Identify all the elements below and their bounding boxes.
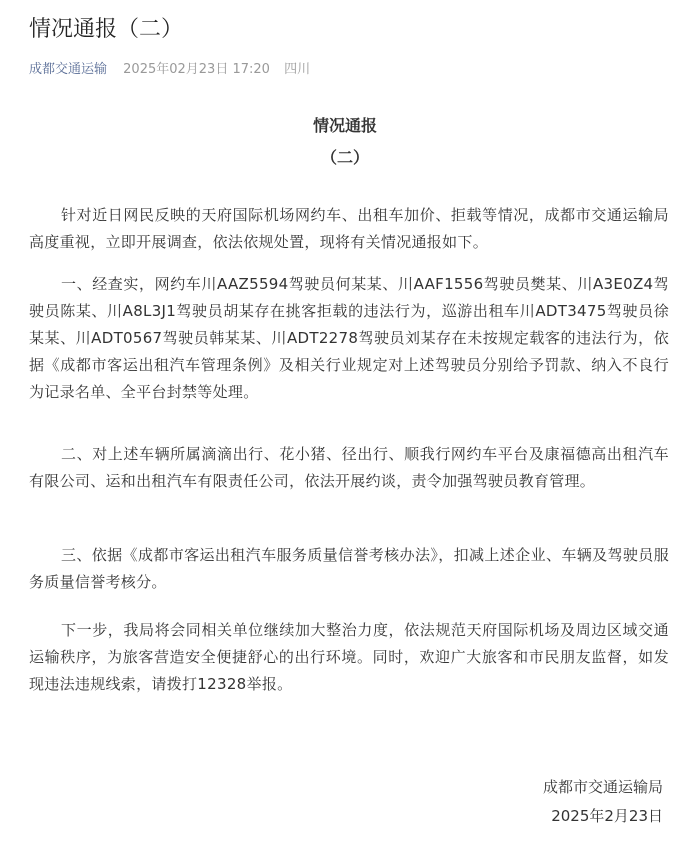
publish-location: 四川 (284, 62, 311, 77)
article-title: 情况通报（二） (29, 17, 184, 42)
signature-date: 2025年2月23日 (551, 807, 663, 825)
publish-datetime: 2025年02月23日 17:20 (123, 62, 270, 77)
paragraph-item-1: 一、经查实，网约车川AAZ5594驾驶员何某某、川AAF1556驾驶员樊某、川A3E0Z4驾驶员陈某、川A8L3J1驾驶员胡某存在挑客拒载的违法行为，巡游出租车川ADT3475驾驶员徐某某、川ADT0567驾驶员韩某某、川ADT2278驾驶员刘某存在未按规定载客的违法行为，依据《成都市客运出租汽车管理条例》及相关行业规定对上述驾驶员分别给予罚款、纳入不良行为记录名单、全平台封禁等处理。 (29, 275, 669, 401)
document-heading: 情况通报 (312, 116, 377, 135)
paragraph-next-steps: 下一步，我局将会同相关单位继续加大整治力度，依法规范天府国际机场及周边区域交通运输秩序，为旅客营造安全便捷舒心的出行环境。同时，欢迎广大旅客和市民朋友监督，如发现违法违规线索，请拨打12328举报。 (29, 621, 669, 693)
article-meta (29, 60, 310, 80)
account-name-link[interactable]: 成都交通运输 (29, 62, 108, 77)
paragraph-item-2: 二、对上述车辆所属滴滴出行、花小猪、径出行、顺我行网约车平台及康福德高出租汽车有限公司、运和出租汽车有限责任公司，依法开展约谈，责令加强驾驶员教育管理。 (29, 445, 669, 490)
document-subheading: （二） (320, 148, 369, 167)
paragraph-item-3: 三、依据《成都市客运出租汽车服务质量信誉考核办法》，扣减上述企业、车辆及驾驶员服务质量信誉考核分。 (29, 546, 669, 591)
signature-issuer: 成都市交通运输局 (542, 778, 663, 796)
paragraph-intro: 针对近日网民反映的天府国际机场网约车、出租车加价、拒载等情况，成都市交通运输局高度重视，立即开展调查，依法依规处置，现将有关情况通报如下。 (29, 206, 669, 251)
